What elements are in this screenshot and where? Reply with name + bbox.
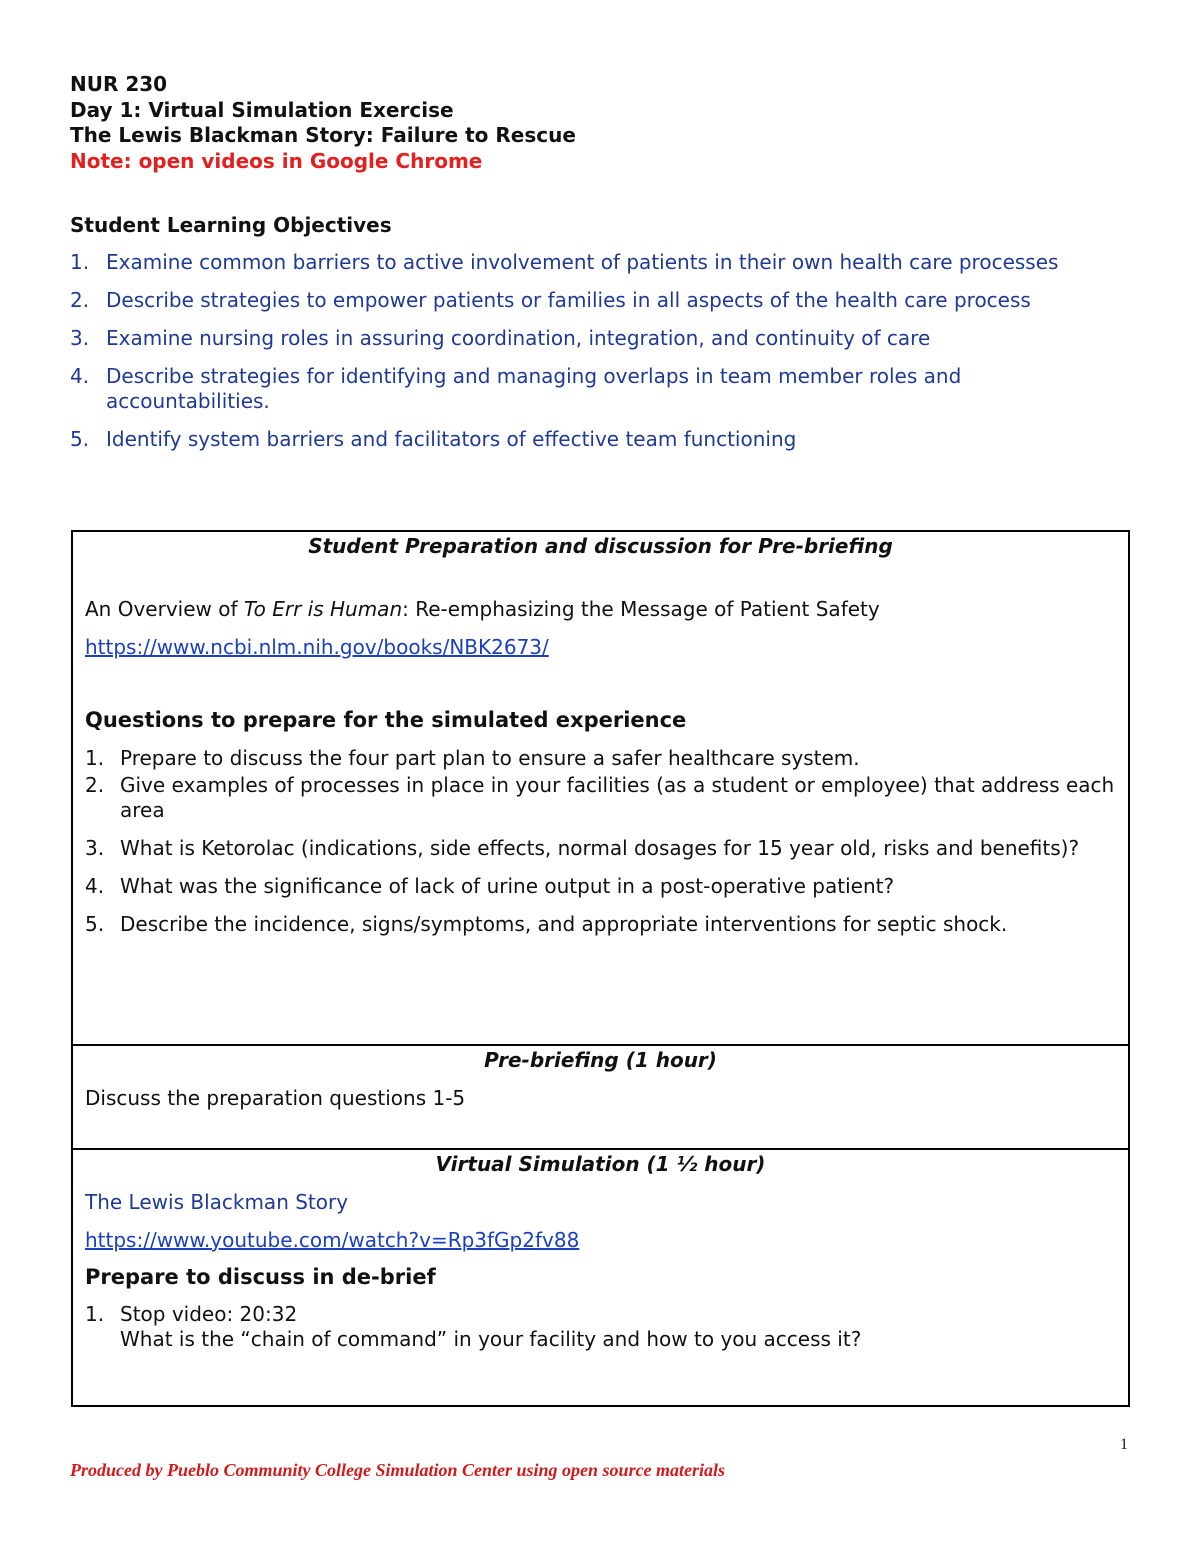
course-code: NUR 230 bbox=[70, 72, 168, 96]
list-item: 2. Give examples of processes in place in your facilities (as a student or employee) that address each area bbox=[85, 773, 1115, 822]
debrief-heading: Prepare to discuss in de-brief bbox=[85, 1265, 436, 1289]
youtube-link[interactable]: https://www.youtube.com/watch?v=Rp3fGp2fv88 bbox=[85, 1228, 580, 1252]
objectives-title: Student Learning Objectives bbox=[70, 213, 392, 237]
list-item: 4. What was the significance of lack of urine output in a post-operative patient? bbox=[85, 874, 895, 898]
list-item: 3. What is Ketorolac (indications, side effects, normal dosages for 15 year old, risks and benefits)? bbox=[85, 836, 1080, 860]
objectives-list bbox=[70, 250, 1130, 465]
list-item: 4. Describe strategies for identifying and managing overlaps in team member roles and accountabilities. bbox=[70, 364, 962, 413]
chrome-note: Note: open videos in Google Chrome bbox=[70, 149, 483, 173]
prebrief-heading: Pre-briefing (1 hour) bbox=[484, 1048, 717, 1072]
page-number: 1 bbox=[1120, 1436, 1128, 1453]
virtual-cell bbox=[72, 1149, 1129, 1406]
prebrief-text: Discuss the preparation questions 1-5 bbox=[85, 1086, 466, 1110]
list-item: 1. Stop video: 20:32 What is the “chain of command” in your facility and how to you access it? bbox=[85, 1302, 862, 1351]
list-item: 5. Identify system barriers and facilitators of effective team functioning bbox=[70, 427, 797, 451]
day-title: Day 1: Virtual Simulation Exercise bbox=[70, 98, 454, 122]
virtual-heading: Virtual Simulation (1 ½ hour) bbox=[435, 1152, 766, 1176]
questions-list bbox=[85, 746, 1116, 937]
simulation-table bbox=[71, 530, 1130, 1407]
prep-cell bbox=[72, 531, 1129, 1045]
list-item: 5. Describe the incidence, signs/symptoms, and appropriate interventions for septic shock. bbox=[85, 912, 1008, 936]
list-item: 3. Examine nursing roles in assuring coordination, integration, and continuity of care bbox=[70, 326, 931, 350]
ncbi-link[interactable]: https://www.ncbi.nlm.nih.gov/books/NBK2673/ bbox=[85, 635, 549, 659]
questions-heading: Questions to prepare for the simulated experience bbox=[85, 708, 687, 732]
list-item: 1. Examine common barriers to active involvement of patients in their own health care processes bbox=[70, 250, 1059, 274]
list-item: 1. Prepare to discuss the four part plan to ensure a safer healthcare system. bbox=[85, 746, 860, 770]
prep-heading: Student Preparation and discussion for Pre-briefing bbox=[308, 534, 893, 558]
story-title: The Lewis Blackman Story: Failure to Rescue bbox=[70, 123, 576, 147]
footer-credit: Produced by Pueblo Community College Simulation Center using open source materials bbox=[70, 1460, 726, 1480]
debrief-list bbox=[85, 1302, 1116, 1352]
virtual-story: The Lewis Blackman Story bbox=[85, 1190, 349, 1214]
prebrief-cell bbox=[72, 1045, 1129, 1149]
overview-line: An Overview of To Err is Human: Re-emphasizing the Message of Patient Safety bbox=[85, 597, 880, 621]
list-item: 2. Describe strategies to empower patients or families in all aspects of the health care process bbox=[70, 288, 1031, 312]
